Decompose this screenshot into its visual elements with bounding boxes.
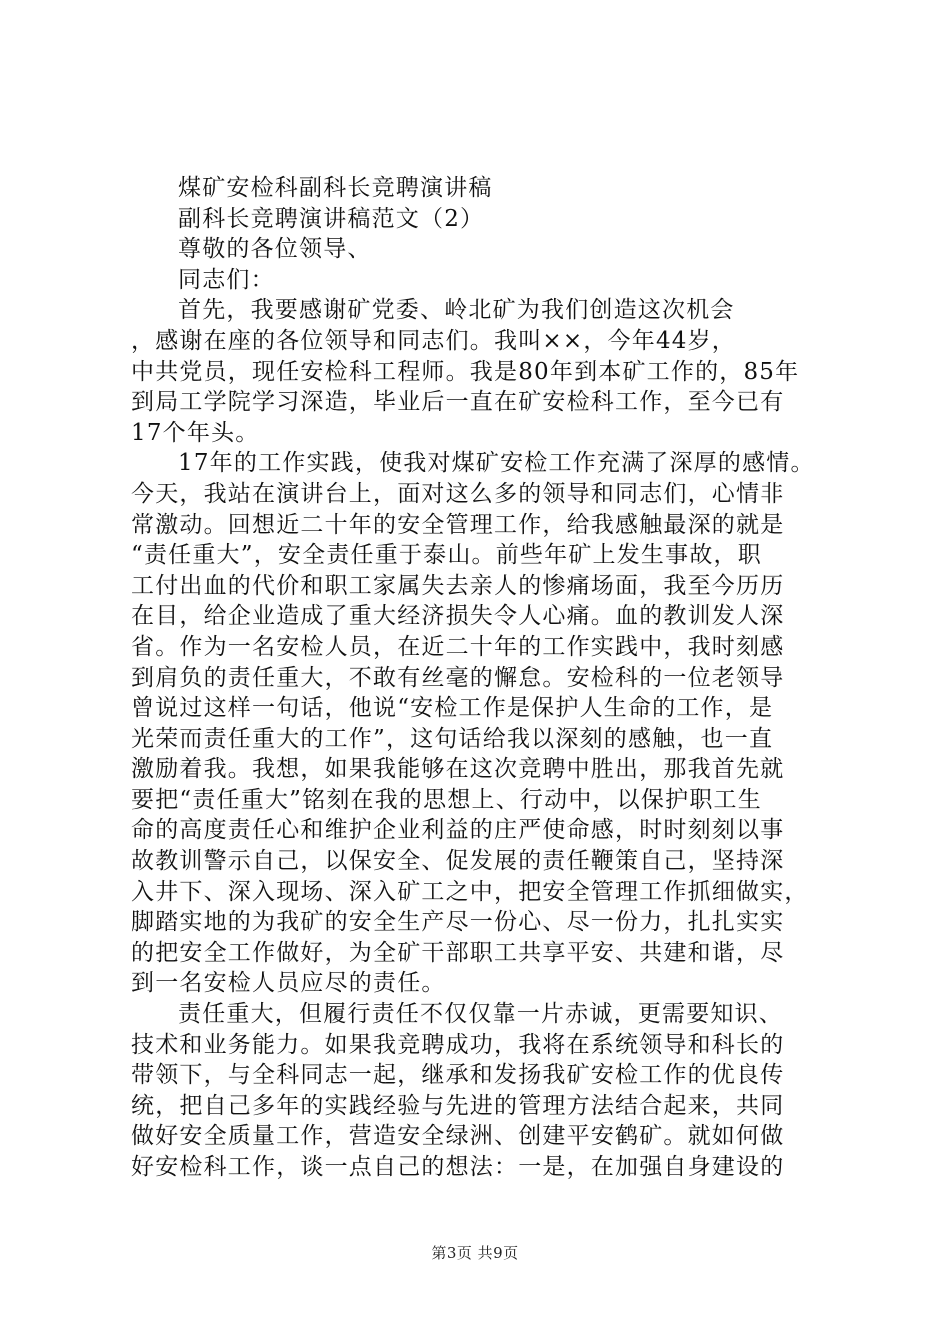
text-line: “责任重大”，安全责任重于泰山。前些年矿上发生事故，职 [131, 542, 762, 569]
text-line: 激励着我。我想，如果我能够在这次竞聘中胜出，那我首先就 [131, 756, 785, 783]
text-line: 入井下、深入现场、深入矿工之中，把安全管理工作抓细做实， [131, 878, 809, 905]
text-line: 副科长竞聘演讲稿范文（2） [178, 205, 485, 232]
text-line: 省。作为一名安检人员，在近二十年的工作实践中，我时刻感 [131, 633, 785, 660]
text-line: 故教训警示自己，以保安全、促发展的责任鞭策自己，坚持深 [131, 848, 785, 875]
text-line: 中共党员，现任安检科工程师。我是80年到本矿工作的，85年 [131, 358, 800, 385]
text-line: 今天，我站在演讲台上，面对这么多的领导和同志们，心情非 [131, 480, 785, 507]
text-line: 到局工学院学习深造，毕业后一直在矿安检科工作，至今已有 [131, 389, 785, 416]
text-line: 在目，给企业造成了重大经济损失令人心痛。血的教训发人深 [131, 603, 785, 630]
text-line: 命的高度责任心和维护企业利益的庄严使命感，时时刻刻以事 [131, 817, 785, 844]
text-line: 做好安全质量工作，营造安全绿洲、创建平安鹤矿。就如何做 [131, 1123, 785, 1150]
body-text [131, 173, 833, 1183]
text-line: 同志们： [178, 266, 275, 293]
text-line: 好安检科工作，谈一点自己的想法：一是，在加强自身建设的 [131, 1154, 785, 1180]
text-line: 17年的工作实践，使我对煤矿安检工作充满了深厚的感情。 [178, 450, 815, 477]
text-line: 责任重大，但履行责任不仅仅靠一片赤诚，更需要知识、 [178, 1001, 783, 1028]
text-line: 17个年头。 [131, 419, 260, 446]
text-line: 尊敬的各位领导、 [178, 236, 372, 263]
text-line: 煤矿安检科副科长竞聘演讲稿 [178, 175, 493, 201]
text-line: 常激动。回想近二十年的安全管理工作，给我感触最深的就是 [131, 511, 785, 538]
text-line: 首先，我要感谢矿党委、岭北矿为我们创造这次机会 [178, 297, 735, 324]
text-line: 工付出血的代价和职工家属失去亲人的惨痛场面，我至今历历 [131, 572, 785, 599]
text-line: 脚踏实地的为我矿的安全生产尽一份心、尽一份力，扎扎实实 [131, 909, 785, 936]
text-line: 光荣而责任重大的工作”，这句话给我以深刻的感触，也一直 [131, 725, 774, 752]
text-line: 的把安全工作做好，为全矿干部职工共享平安、共建和谐，尽 [131, 939, 785, 966]
text-line: 到肩负的责任重大，不敢有丝毫的懈怠。安检科的一位老领导 [131, 664, 785, 691]
text-line: ，感谢在座的各位领导和同志们。我叫××，今年44岁， [131, 327, 737, 354]
text-line: 要把“责任重大”铭刻在我的思想上、行动中，以保护职工生 [131, 786, 762, 813]
text-line: 带领下，与全科同志一起，继承和发扬我矿安检工作的优良传 [131, 1062, 785, 1089]
text-line: 曾说过这样一句话，他说“安检工作是保护人生命的工作，是 [131, 695, 774, 722]
text-line: 到一名安检人员应尽的责任。 [131, 970, 446, 997]
text-line: 统，把自己多年的实践经验与先进的管理方法结合起来，共同 [131, 1092, 785, 1119]
page-footer: 第3页 共9页 [431, 1244, 519, 1262]
text-line: 技术和业务能力。如果我竞聘成功，我将在系统领导和科长的 [131, 1031, 785, 1058]
